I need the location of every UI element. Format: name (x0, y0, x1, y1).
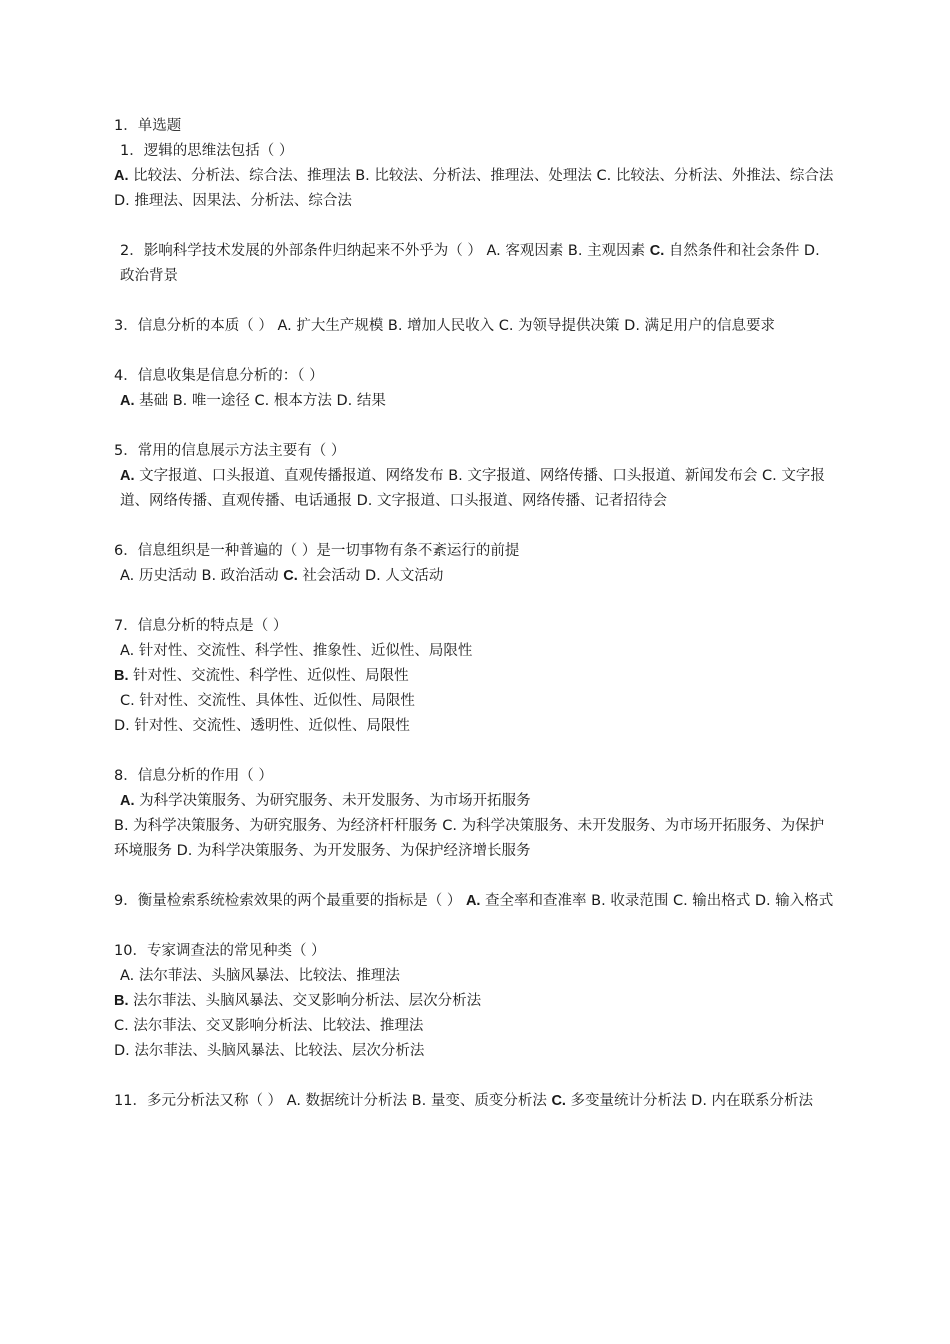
option-marker: A. (114, 168, 129, 184)
option-text: 比较法、分析法、综合法、推理法 B. 比较法、分析法、推理法、处理法 C. 比较法、分析法、外推法、综合法 D. 推理法、因果法、分析法、综合法 (114, 168, 834, 209)
question-3: 3．信息分析的本质（ ） A. 扩大生产规模 B. 增加人民收入 C. 为领导提供决策 D. 满足用户的信息要求 (114, 318, 776, 334)
option-text: 法尔菲法、头脑风暴法、交叉影响分析法、层次分析法 (128, 993, 482, 1009)
question-1-stem: 1．逻辑的思维法包括（ ） (120, 143, 294, 159)
option-text: 自然条件和社会条件 D. 政治背景 (120, 243, 820, 284)
option-marker: C. (551, 1093, 566, 1109)
option-marker: B. (114, 668, 129, 684)
document-page (114, 114, 838, 1114)
question-7-option-c: C. 针对性、交流性、具体性、近似性、局限性 (120, 693, 415, 709)
option-marker: A. (465, 893, 481, 909)
question-9-stem: 9．衡量检索系统检索效果的两个最重要的指标是（ ） (114, 893, 466, 909)
question-7-option-b (114, 664, 838, 689)
question-10-stem: 10．专家调查法的常见种类（ ） (114, 943, 326, 959)
question-11 (114, 1089, 838, 1114)
question-9 (114, 889, 838, 914)
question-11-stem: 11．多元分析法又称（ ） A. 数据统计分析法 B. 量变、质变分析法 (114, 1093, 552, 1109)
section-title: 1．单选题 (114, 118, 182, 134)
question-5-options (114, 464, 838, 514)
question-8-options-rest: B. 为科学决策服务、为研究服务、为经济杆杆服务 C. 为科学决策服务、未开发服务、为市场开拓服务、为保护环境服务 D. 为科学决策服务、为开发服务、为保护经济增长服务 (114, 818, 825, 859)
option-marker: B. (114, 993, 129, 1009)
question-2-stem: 2．影响科学技术发展的外部条件归纳起来不外乎为（ ） A. 客观因素 B. 主观因素 (120, 243, 650, 259)
question-1-options (114, 164, 838, 214)
question-8-option-a (114, 789, 838, 814)
question-5-stem: 5．常用的信息展示方法主要有（ ） (114, 443, 346, 459)
question-10-option-d: D. 法尔菲法、头脑风暴法、比较法、层次分析法 (114, 1043, 425, 1059)
question-2 (114, 239, 838, 289)
option-text: 基础 B. 唯一途径 C. 根本方法 D. 结果 (134, 393, 386, 409)
option-text: 为科学决策服务、为研究服务、未开发服务、为市场开拓服务 (134, 793, 531, 809)
option-marker: C. (649, 243, 665, 259)
question-10-option-b (114, 989, 838, 1014)
option-marker: A. (120, 793, 135, 809)
question-7-stem: 7．信息分析的特点是（ ） (114, 618, 288, 634)
option-text: 针对性、交流性、科学性、近似性、局限性 (128, 668, 409, 684)
option-text: 多变量统计分析法 D. 内在联系分析法 (565, 1093, 814, 1109)
question-6-options (114, 564, 838, 589)
option-text: 查全率和查准率 B. 收录范围 C. 输出格式 D. 输入格式 (480, 893, 834, 909)
question-4-stem: 4．信息收集是信息分析的：（ ） (114, 368, 324, 384)
option-text: A. 历史活动 B. 政治活动 (120, 568, 284, 584)
option-text: 文字报道、口头报道、直观传播报道、网络发布 B. 文字报道、网络传播、口头报道、新闻发布会 C. 文字报道、网络传播、直观传播、电话通报 D. 文字报道、口头报道、网络传播、记者招待会 (120, 468, 825, 509)
option-marker: C. (283, 568, 298, 584)
option-marker: A. (120, 468, 135, 484)
question-7-option-d: D. 针对性、交流性、透明性、近似性、局限性 (114, 718, 410, 734)
question-8-stem: 8．信息分析的作用（ ） (114, 768, 273, 784)
option-text: 社会活动 D. 人文活动 (297, 568, 444, 584)
question-10-option-c: C. 法尔菲法、交叉影响分析法、比较法、推理法 (114, 1018, 424, 1034)
question-6-stem: 6．信息组织是一种普遍的（ ）是一切事物有条不紊运行的前提 (114, 543, 520, 559)
option-marker: A. (120, 393, 135, 409)
question-10-option-a: A. 法尔菲法、头脑风暴法、比较法、推理法 (120, 968, 400, 984)
question-4-options (114, 389, 838, 414)
question-7-option-a: A. 针对性、交流性、科学性、推象性、近似性、局限性 (120, 643, 473, 659)
